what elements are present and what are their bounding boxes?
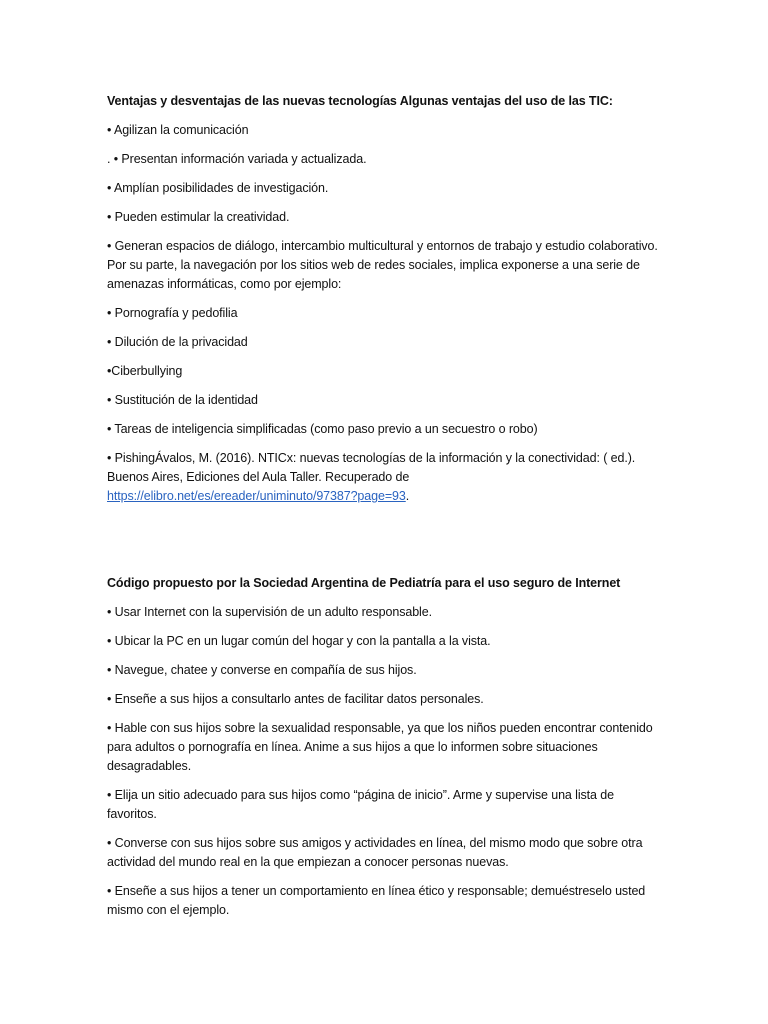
list-item: • Enseñe a sus hijos a tener un comportamiento en línea ético y responsable; demuéstreselo usted mismo con el ejemplo.	[107, 884, 646, 917]
section2-heading: Código propuesto por la Sociedad Argentina de Pediatría para el uso seguro de Internet	[107, 576, 621, 590]
list-item: • Enseñe a sus hijos a consultarlo antes de facilitar datos personales.	[107, 692, 484, 706]
citation	[107, 449, 659, 506]
list-item: • Sustitución de la identidad	[107, 393, 258, 407]
list-item: • Pornografía y pedofilia	[107, 306, 238, 320]
citation-end: .	[405, 489, 410, 503]
list-item: •Ciberbullying	[107, 364, 183, 378]
list-item: • Tareas de inteligencia simplificadas (como paso previo a un secuestro o robo)	[107, 422, 538, 436]
citation-text: • PishingÁvalos, M. (2016). NTICx: nuevas tecnologías de la información y la conectividad: ( ed.). Buenos Aires, Ediciones del Aula Taller. Recuperado de	[107, 451, 636, 484]
list-item: • Ubicar la PC en un lugar común del hogar y con la pantalla a la vista.	[107, 634, 491, 648]
list-item: . • Presentan información variada y actualizada.	[107, 152, 367, 166]
list-item: • Converse con sus hijos sobre sus amigos y actividades en línea, del mismo modo que sobre otra actividad del mundo real en la que empiezan a conocer personas nuevas.	[107, 836, 643, 869]
citation-link[interactable]: https://elibro.net/es/ereader/uniminuto/97387?page=93	[107, 489, 406, 503]
list-item: • Generan espacios de diálogo, intercambio multicultural y entornos de trabajo y estudio colaborativo. Por su parte, la navegación por los sitios web de redes sociales, implica exponerse a una serie de amenazas informáticas, como por ejemplo:	[107, 239, 658, 291]
section1-heading: Ventajas y desventajas de las nuevas tecnologías Algunas ventajas del uso de las TIC:	[107, 94, 613, 108]
list-item: • Amplían posibilidades de investigación.	[107, 181, 329, 195]
document-page	[107, 92, 659, 930]
list-item: • Hable con sus hijos sobre la sexualidad responsable, ya que los niños pueden encontrar contenido para adultos o pornografía en línea. Anime a sus hijos a que lo informen sobre situaciones desagradables.	[107, 721, 653, 773]
list-item: • Elija un sitio adecuado para sus hijos como “página de inicio”. Arme y supervise una lista de favoritos.	[107, 788, 614, 821]
list-item: • Dilución de la privacidad	[107, 335, 248, 349]
section-spacer	[107, 516, 659, 574]
list-item: • Pueden estimular la creatividad.	[107, 210, 290, 224]
list-item: • Navegue, chatee y converse en compañía de sus hijos.	[107, 663, 417, 677]
list-item: • Agilizan la comunicación	[107, 123, 249, 137]
list-item: • Usar Internet con la supervisión de un adulto responsable.	[107, 605, 432, 619]
